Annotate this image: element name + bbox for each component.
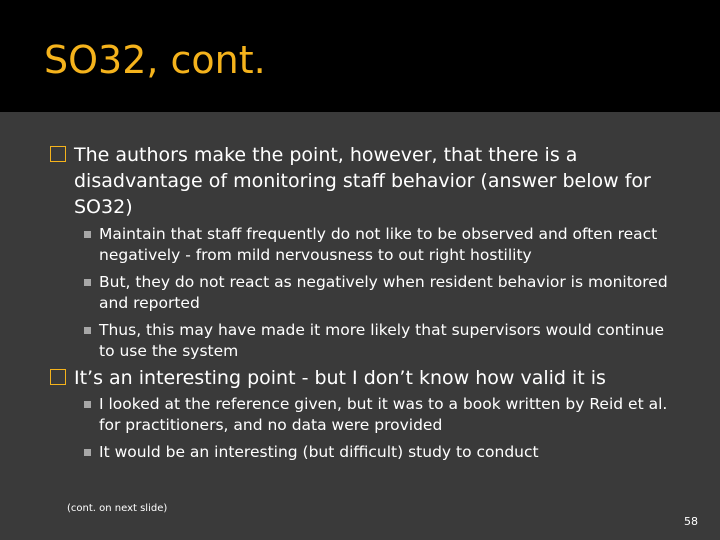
small-square-bullet-icon bbox=[84, 401, 91, 408]
small-square-bullet-icon bbox=[84, 449, 91, 456]
bullet-point-1 bbox=[50, 142, 690, 220]
footnote: (cont. on next slide) bbox=[67, 503, 168, 514]
bullet-point-2 bbox=[50, 365, 690, 391]
bullet-point-2-text: It’s an interesting point - but I don’t know how valid it is bbox=[74, 367, 606, 389]
sub-bullet-1-1-text: Maintain that staff frequently do not like to be observed and often react negatively - from mild nervousness to out right hostility bbox=[99, 225, 658, 264]
small-square-bullet-icon bbox=[84, 231, 91, 238]
page-number: 58 bbox=[684, 515, 698, 528]
sub-bullet-1-3 bbox=[84, 320, 684, 362]
small-square-bullet-icon bbox=[84, 279, 91, 286]
title-bar bbox=[0, 0, 720, 112]
small-square-bullet-icon bbox=[84, 327, 91, 334]
sub-bullet-1-3-text: Thus, this may have made it more likely that supervisors would continue to use the system bbox=[99, 321, 665, 360]
sub-bullet-2-1-text: I looked at the reference given, but it was to a book written by Reid et al. for practitioners, and no data were provided bbox=[99, 395, 668, 434]
sub-bullet-2-2-text: It would be an interesting (but difficult) study to conduct bbox=[99, 443, 539, 461]
sub-bullet-1-1 bbox=[84, 224, 684, 266]
sub-bullet-2-2 bbox=[84, 442, 684, 463]
sub-bullet-1-2 bbox=[84, 272, 684, 314]
square-bullet-icon bbox=[50, 369, 66, 385]
sub-bullet-2-1 bbox=[84, 394, 684, 436]
slide-title: SO32, cont. bbox=[44, 38, 266, 82]
square-bullet-icon bbox=[50, 146, 66, 162]
bullet-point-1-text: The authors make the point, however, that there is a disadvantage of monitoring staff behavior (answer below for SO32) bbox=[74, 144, 651, 218]
sub-bullet-1-2-text: But, they do not react as negatively when resident behavior is monitored and reported bbox=[99, 273, 668, 312]
